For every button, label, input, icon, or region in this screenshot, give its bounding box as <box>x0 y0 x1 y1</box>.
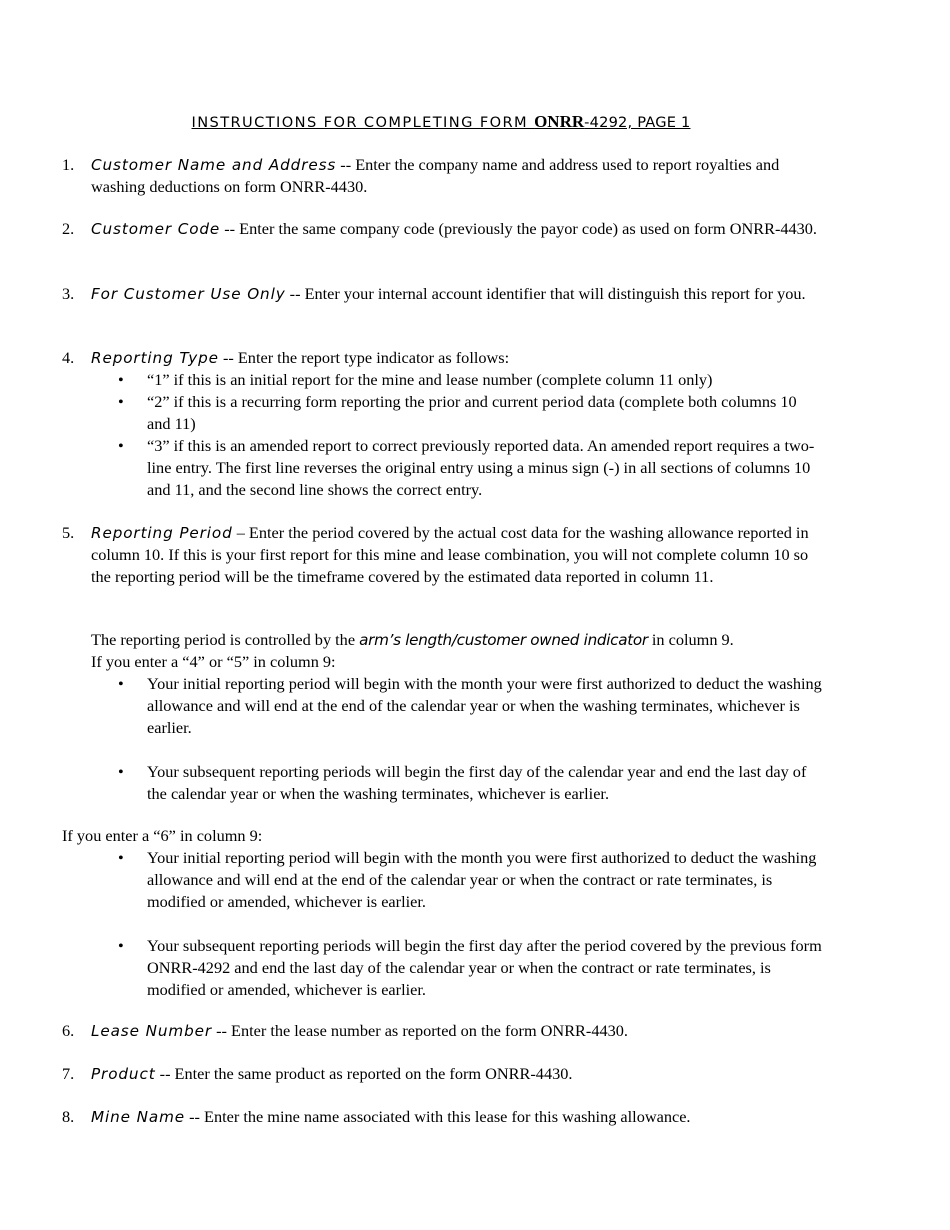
bullet-icon: • <box>118 392 124 411</box>
list-item <box>91 435 822 501</box>
bullet-text: Your initial reporting period will begin with the month your were first authorized to deduct the washing allowance and will end at the end of the calendar year or when the washing terminates, whichever is earlier. <box>147 674 822 737</box>
bullet-text: Your subsequent reporting periods will begin the first day of the calendar year and end the last day of the calendar year or when the washing terminates, whichever is earlier. <box>147 762 807 803</box>
list-item <box>91 847 822 913</box>
list-item <box>91 369 822 391</box>
field-description: -- Enter your internal account identifier that will distinguish this report for you. <box>285 284 806 303</box>
reporting-period-intro <box>91 629 822 651</box>
field-term: Customer Name and Address <box>91 156 337 174</box>
item-number: 2. <box>62 219 75 238</box>
field-term: Mine Name <box>91 1108 186 1126</box>
field-term: For Customer Use Only <box>91 285 286 303</box>
bullet-text: “2” if this is a recurring form reporting the prior and current period data (complete both columns 10 and 11) <box>147 392 797 433</box>
list-item <box>91 391 822 435</box>
case-4-5-list <box>91 673 822 805</box>
case-4-5-label: If you enter a “4” or “5” in column 9: <box>91 652 336 671</box>
bullet-text: Your subsequent reporting periods will begin the first day after the period covered by the previous form ONRR-4292 and end the last day of the calendar year or when the contract or rate terminates, is modified or amended, whichever is earlier. <box>147 936 822 999</box>
bullet-icon: • <box>118 674 124 693</box>
page-title <box>0 110 882 135</box>
field-description: -- Enter the lease number as reported on the form ONRR-4430. <box>212 1021 628 1040</box>
case-6-label: If you enter a “6” in column 9: <box>62 826 263 845</box>
field-term: Lease Number <box>91 1022 213 1040</box>
item-number: 6. <box>62 1021 75 1040</box>
bullet-text: “3” if this is an amended report to correct previously reported data. An amended report requires a two-line entry. The first line reverses the original entry using a minus sign (-) in all sections of columns 10 and 11, and the second line shows the correct entry. <box>147 436 815 499</box>
instruction-item-2 <box>62 218 822 240</box>
item-number: 5. <box>62 523 75 542</box>
field-term: Customer Code <box>91 220 221 238</box>
reporting-period-detail <box>62 629 822 805</box>
instruction-item-1 <box>62 154 822 198</box>
bullet-icon: • <box>118 848 124 867</box>
bullet-icon: • <box>118 436 124 455</box>
instruction-item-7 <box>62 1063 822 1085</box>
field-description: – Enter the period covered by the actual cost data for the washing allowance reported in column 10. If this is your first report for this mine and lease combination, you will not complete column 10 so the reporting period will be the timeframe covered by the estimated data reported in column 11. <box>91 523 809 586</box>
instruction-item-4 <box>62 347 822 501</box>
reporting-period-case-6 <box>62 825 822 1001</box>
list-item <box>91 673 822 739</box>
instruction-item-5 <box>62 522 822 588</box>
instruction-item-6 <box>62 1020 822 1042</box>
instruction-item-3 <box>62 283 822 305</box>
item-number: 3. <box>62 284 75 303</box>
intro-text: The reporting period is controlled by the <box>91 630 360 649</box>
bullet-icon: • <box>118 370 124 389</box>
list-item <box>91 935 822 1001</box>
field-description: -- Enter the same product as reported on the form ONRR-4430. <box>155 1064 573 1083</box>
bullet-icon: • <box>118 762 124 781</box>
list-item <box>91 761 822 805</box>
title-prefix: INSTRUCTIONS FOR COMPLETING FORM <box>191 114 535 131</box>
item-number: 1. <box>62 155 75 174</box>
field-term: Product <box>91 1065 156 1083</box>
title-suffix: -4292, PAGE 1 <box>584 114 691 131</box>
case-6-list <box>91 847 822 1001</box>
field-description: -- Enter the same company code (previously the payor code) as used on form ONRR-4430. <box>220 219 817 238</box>
field-description: -- Enter the report type indicator as follows: <box>218 348 510 367</box>
title-form-agency: ONRR <box>534 112 585 131</box>
field-description: -- Enter the company name and address used to report royalties and washing deductions on form ONRR-4430. <box>91 155 780 196</box>
item-number: 4. <box>62 348 75 367</box>
item-number: 7. <box>62 1064 75 1083</box>
field-term: Reporting Type <box>91 349 219 367</box>
instruction-item-8 <box>62 1106 822 1128</box>
bullet-text: “1” if this is an initial report for the mine and lease number (complete column 11 only) <box>147 370 713 389</box>
bullet-icon: • <box>118 936 124 955</box>
item-number: 8. <box>62 1107 75 1126</box>
bullet-text: Your initial reporting period will begin with the month you were first authorized to deduct the washing allowance and will end at the end of the calendar year or when the contract or rate terminates, is modified or amended, whichever is earlier. <box>147 848 817 911</box>
field-description: -- Enter the mine name associated with this lease for this washing allowance. <box>185 1107 691 1126</box>
report-type-list <box>91 369 822 501</box>
indicator-term: arm’s length/customer owned indicator <box>359 631 648 649</box>
field-term: Reporting Period <box>91 524 233 542</box>
intro-text-end: in column 9. <box>647 630 734 649</box>
